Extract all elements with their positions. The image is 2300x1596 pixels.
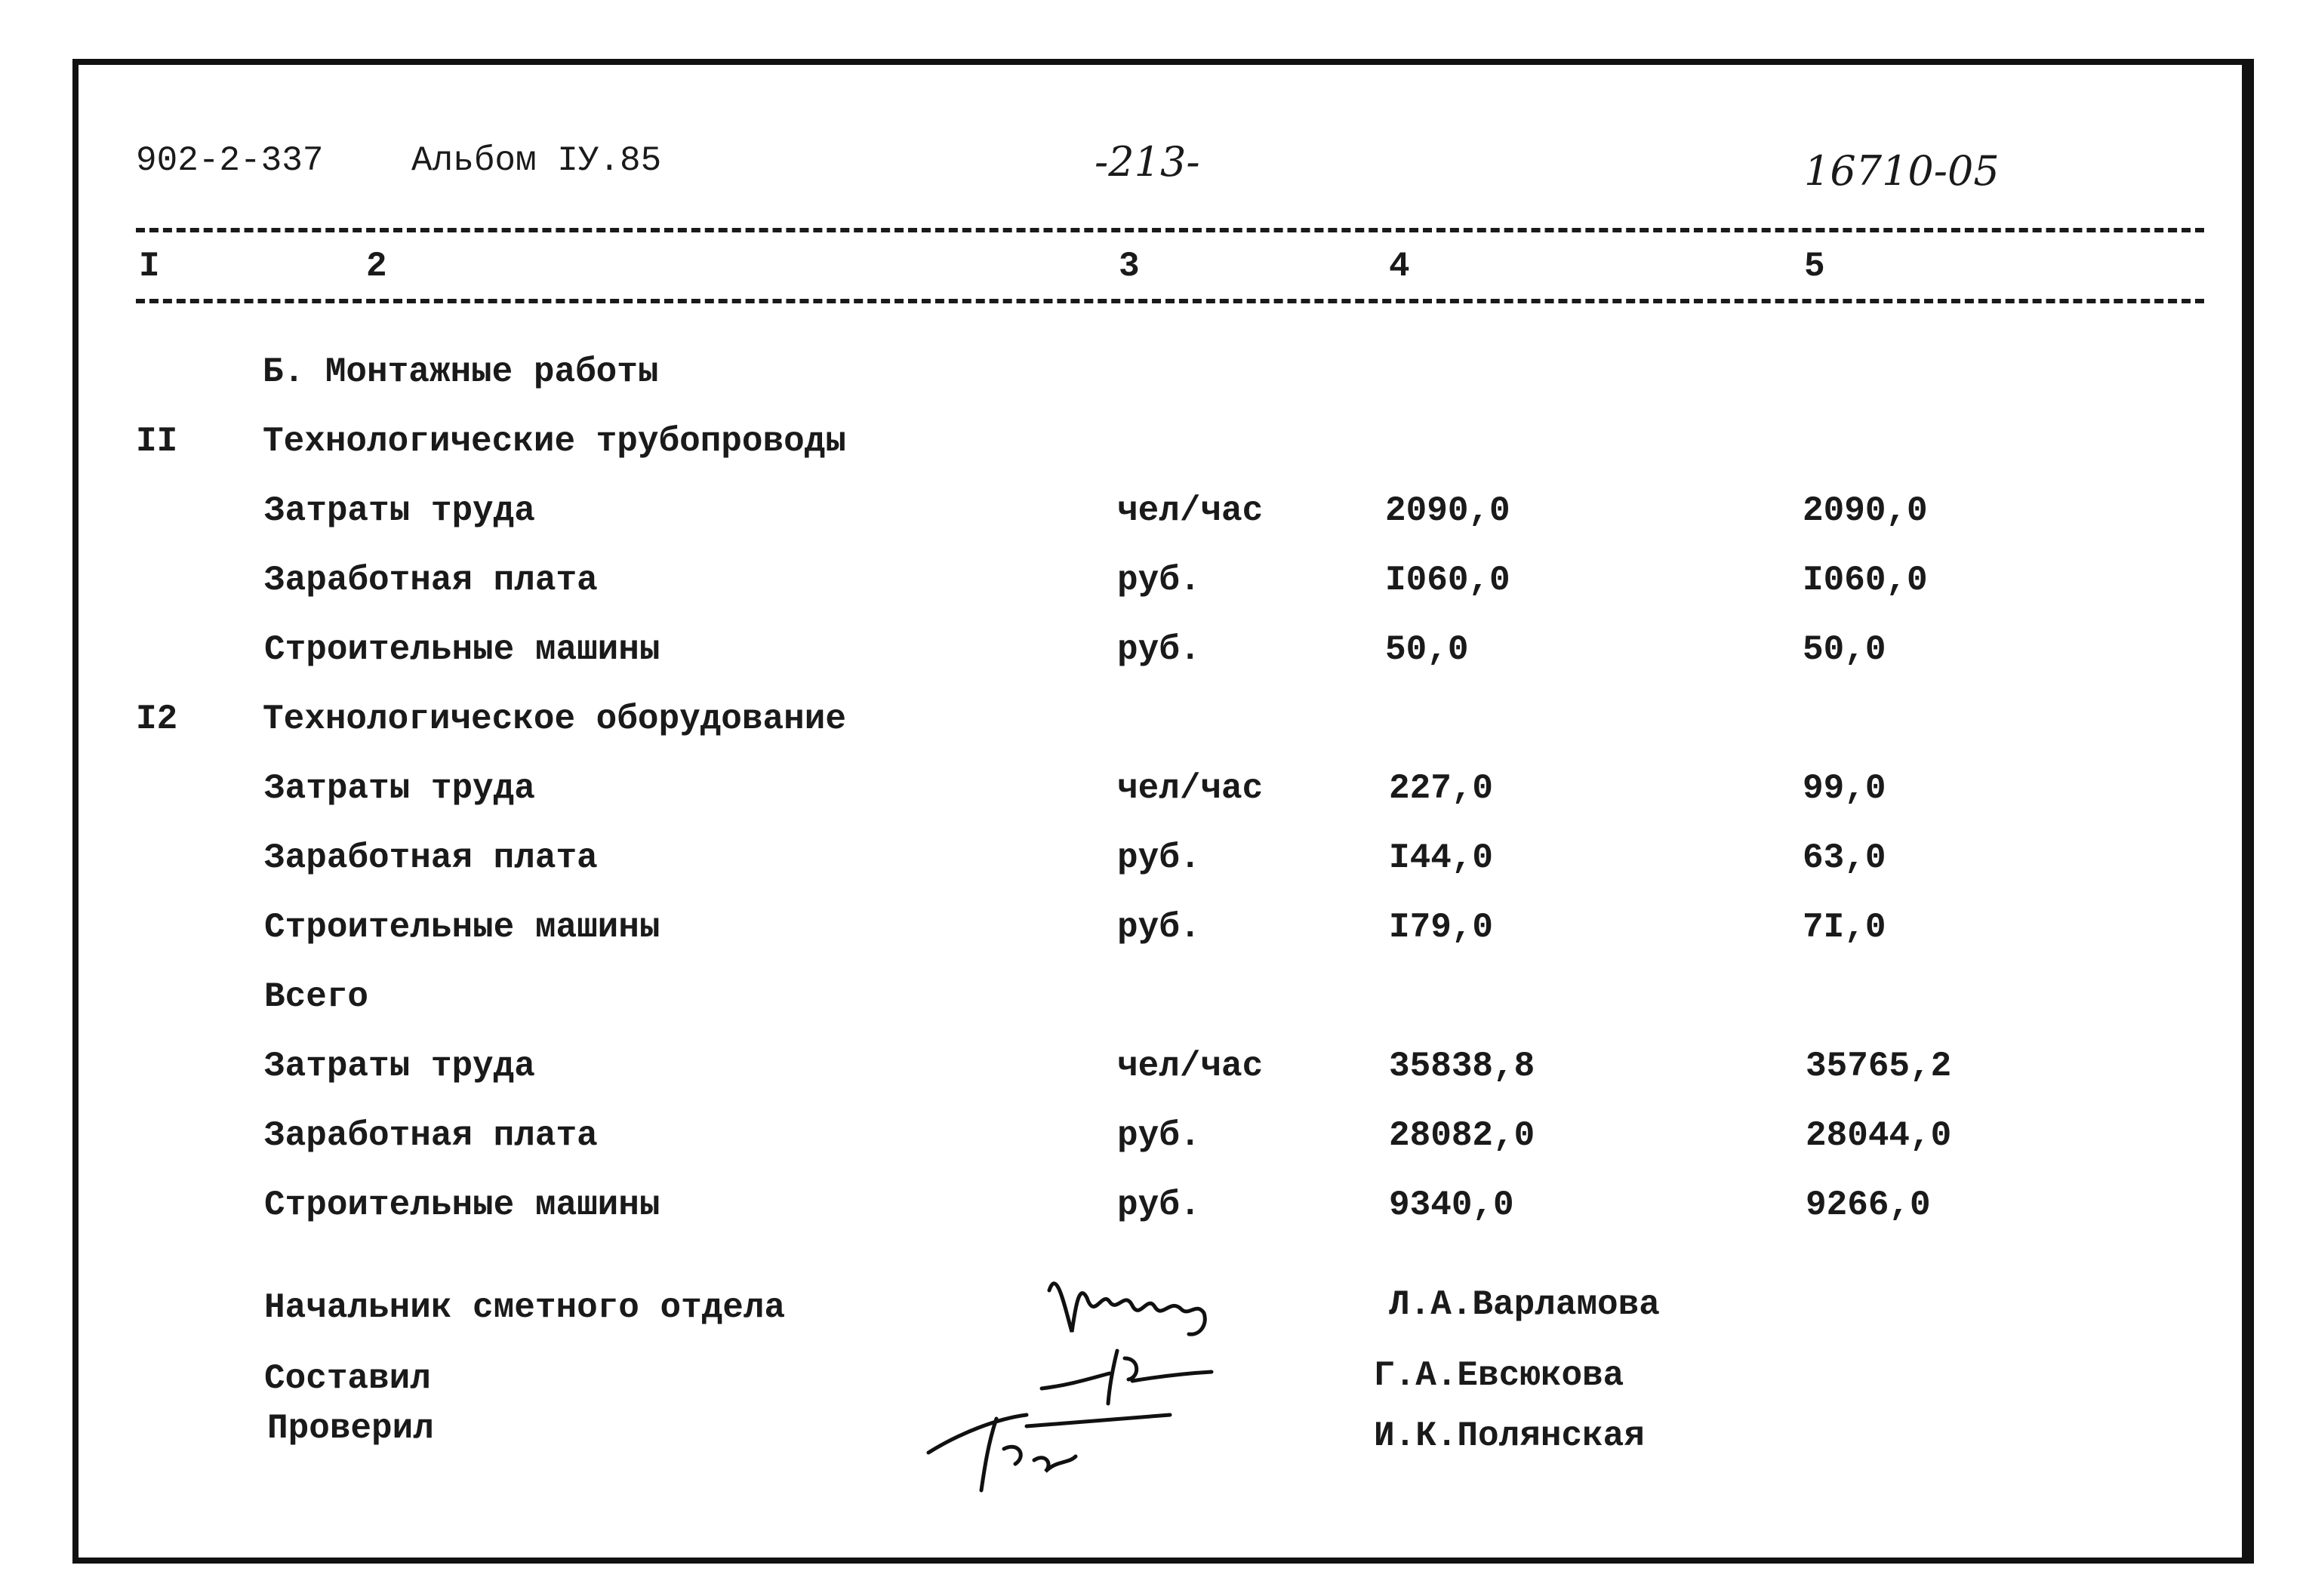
- row-name: Заработная плата: [264, 838, 598, 878]
- row-value-col5: 99,0: [1803, 769, 1886, 808]
- row-value-col4: 227,0: [1389, 769, 1494, 808]
- row-name: Затраты труда: [264, 491, 535, 530]
- row-value-col5: 7I,0: [1803, 908, 1886, 947]
- row-name: Заработная плата: [264, 561, 598, 600]
- row-unit: руб.: [1117, 561, 1201, 600]
- row-value-col5: I060,0: [1803, 561, 1928, 600]
- row-unit: чел/час: [1117, 1047, 1264, 1086]
- row-value-col4: 2090,0: [1385, 491, 1510, 530]
- signature-role: Составил: [264, 1359, 431, 1398]
- row-value-col4: I060,0: [1385, 561, 1510, 600]
- row-value-col5: 28044,0: [1806, 1116, 1952, 1155]
- album-label: Альбом IУ.85: [411, 141, 662, 180]
- row-name: Затраты труда: [264, 769, 535, 808]
- row-unit: чел/час: [1117, 769, 1264, 808]
- row-value-col4: 35838,8: [1389, 1047, 1535, 1086]
- row-unit: руб.: [1117, 1116, 1201, 1155]
- group-title: Технологические трубопроводы: [263, 422, 846, 461]
- signature-person: И.К.Полянская: [1374, 1416, 1645, 1456]
- row-value-col4: I79,0: [1389, 908, 1494, 947]
- column-number-2: 2: [366, 247, 387, 286]
- row-value-col4: 50,0: [1385, 630, 1469, 669]
- inventory-number: 16710-05: [1804, 147, 2000, 195]
- page-number: -213-: [1095, 138, 1200, 186]
- row-unit: руб.: [1117, 1185, 1201, 1225]
- row-value-col5: 35765,2: [1806, 1047, 1952, 1086]
- row-name: Заработная плата: [264, 1116, 598, 1155]
- handwritten-signature-3: [913, 1388, 1185, 1502]
- row-unit: чел/час: [1117, 491, 1264, 530]
- handwritten-signature-1: [1034, 1260, 1230, 1351]
- row-unit: руб.: [1117, 630, 1201, 669]
- row-unit: руб.: [1117, 838, 1201, 878]
- signature-role: Начальник сметного отдела: [264, 1288, 786, 1327]
- group-title: Технологическое оборудование: [263, 700, 846, 739]
- row-unit: руб.: [1117, 908, 1201, 947]
- column-number-3: 3: [1119, 247, 1140, 286]
- row-value-col5: 63,0: [1803, 838, 1886, 878]
- group-number: II: [136, 422, 178, 461]
- row-value-col5: 50,0: [1803, 630, 1886, 669]
- signature-person: Г.А.Евсюкова: [1374, 1356, 1624, 1395]
- row-value-col4: 28082,0: [1389, 1116, 1535, 1155]
- doc-code: 902-2-337: [136, 141, 324, 180]
- group-number: I2: [136, 700, 178, 739]
- row-name: Строительные машины: [264, 908, 660, 947]
- row-name: Строительные машины: [264, 1185, 660, 1225]
- divider-top: [136, 228, 2204, 232]
- divider-bottom: [136, 299, 2204, 303]
- row-name: Затраты труда: [264, 1047, 535, 1086]
- column-number-4: 4: [1389, 247, 1410, 286]
- signature-role: Проверил: [267, 1409, 434, 1448]
- signature-person: Л.А.Варламова: [1389, 1285, 1660, 1324]
- row-value-col4: 9340,0: [1389, 1185, 1514, 1225]
- row-name: Строительные машины: [264, 630, 660, 669]
- total-title: Всего: [264, 977, 369, 1016]
- column-number-1: I: [139, 247, 160, 286]
- row-value-col4: I44,0: [1389, 838, 1494, 878]
- column-number-5: 5: [1804, 247, 1825, 286]
- section-title: Б. Монтажные работы: [263, 352, 659, 392]
- row-value-col5: 9266,0: [1806, 1185, 1931, 1225]
- row-value-col5: 2090,0: [1803, 491, 1928, 530]
